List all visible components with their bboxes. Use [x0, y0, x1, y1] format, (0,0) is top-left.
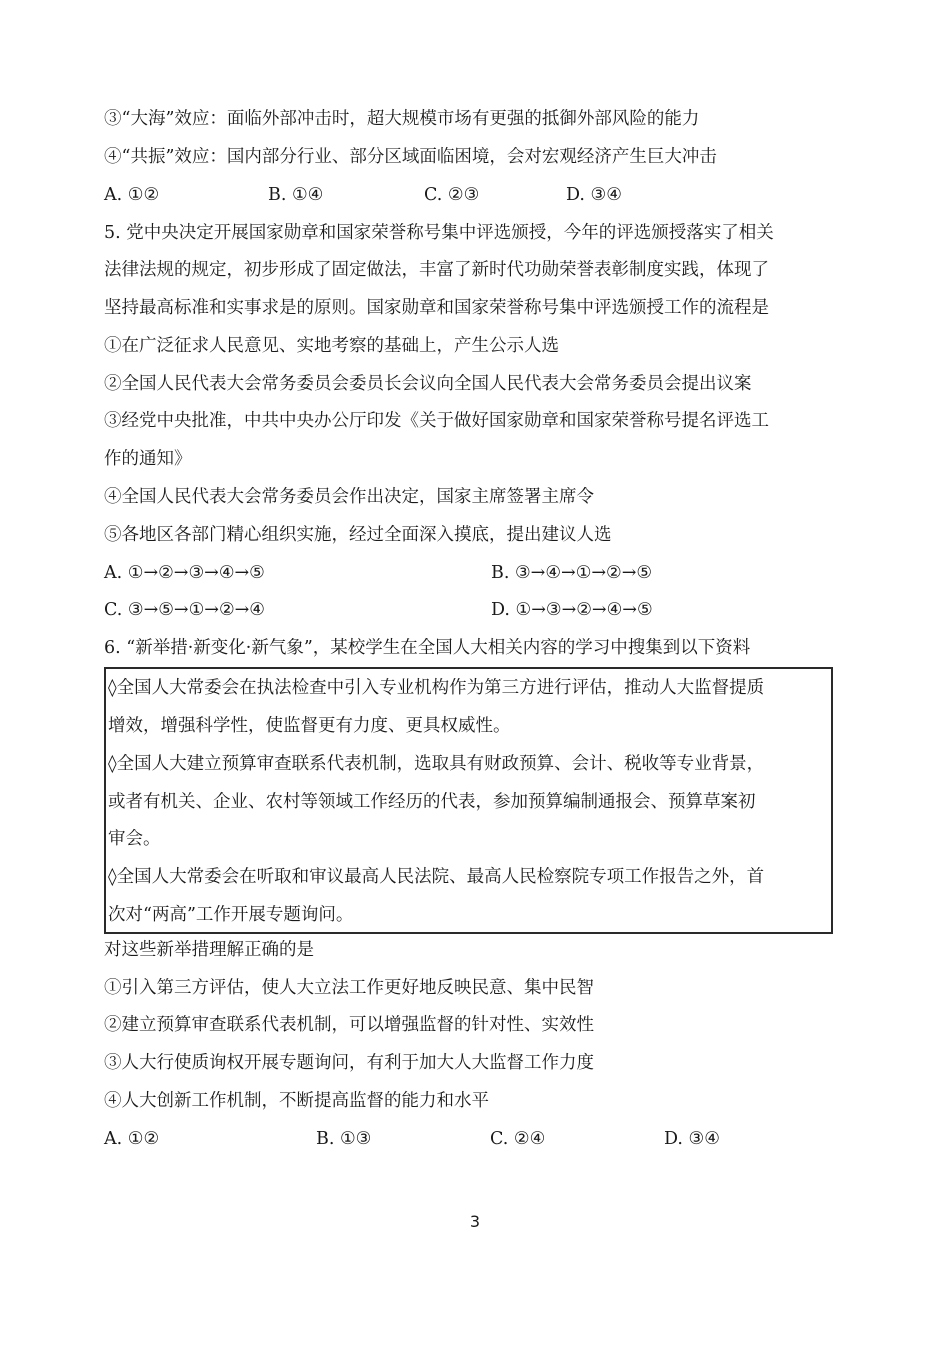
q6-material-line: 增效，增强科学性，使监督更有力度、更具权威性。 — [108, 716, 511, 736]
q6-question: 对这些新举措理解正确的是 — [104, 940, 314, 960]
q5-item: ②全国人民代表大会常务委员会委员长会议向全国人民代表大会常务委员会提出议案 — [104, 374, 752, 394]
q5-stem-line: 5. 党中央决定开展国家勋章和国家荣誉称号集中评选颁授，今年的评选颁授落实了相关 — [104, 223, 774, 243]
q6-material-line: ◊全国人大常委会在执法检查中引入专业机构作为第三方进行评估，推动人大监督提质 — [108, 678, 765, 698]
q4-option-c: C. ②③ — [424, 185, 480, 205]
q6-item: ④人大创新工作机制，不断提高监督的能力和水平 — [104, 1091, 489, 1111]
q5-item: ④全国人民代表大会常务委员会作出决定，国家主席签署主席令 — [104, 487, 594, 507]
q6-item: ①引入第三方评估，使人大立法工作更好地反映民意、集中民智 — [104, 978, 594, 998]
q5-item: ③经党中央批准，中共中央办公厅印发《关于做好国家勋章和国家荣誉称号提名评选工 — [104, 411, 769, 431]
q5-option-a: A. ①→②→③→④→⑤ — [104, 563, 265, 583]
q6-item: ②建立预算审查联系代表机制，可以增强监督的针对性、实效性 — [104, 1015, 594, 1035]
q5-stem-line: 坚持最高标准和实事求是的原则。国家勋章和国家荣誉称号集中评选颁授工作的流程是 — [104, 298, 769, 318]
q6-material-line: 次对“两高”工作开展专题询问。 — [108, 905, 354, 925]
q4-option-d: D. ③④ — [566, 185, 622, 205]
q5-item: 作的通知》 — [104, 449, 192, 469]
q6-option-c: C. ②④ — [490, 1129, 546, 1149]
q6-stem: 6. “新举措·新变化·新气象”，某校学生在全国人大相关内容的学习中搜集到以下资料 — [104, 638, 751, 658]
q6-material-line: 或者有机关、企业、农村等领域工作经历的代表，参加预算编制通报会、预算草案初 — [108, 792, 756, 812]
q5-item: ①在广泛征求人民意见、实地考察的基础上，产生公示人选 — [104, 336, 559, 356]
q5-option-c: C. ③→⑤→①→②→④ — [104, 600, 265, 620]
q5-stem-line: 法律法规的规定，初步形成了固定做法，丰富了新时代功勋荣誉表彰制度实践，体现了 — [104, 260, 769, 280]
q6-option-a: A. ①② — [104, 1129, 160, 1149]
q4-option-a: A. ①② — [104, 185, 160, 205]
q6-option-d: D. ③④ — [664, 1129, 720, 1149]
q6-material-box — [104, 667, 833, 934]
q6-material-line: 审会。 — [108, 829, 161, 849]
q4-item-4: ④“共振”效应：国内部分行业、部分区域面临困境，会对宏观经济产生巨大冲击 — [104, 147, 717, 167]
q6-option-b: B. ①③ — [316, 1129, 372, 1149]
q6-item: ③人大行使质询权开展专题询问，有利于加大人大监督工作力度 — [104, 1053, 594, 1073]
q5-option-d: D. ①→③→②→④→⑤ — [491, 600, 653, 620]
q5-option-b: B. ③→④→①→②→⑤ — [491, 563, 653, 583]
q5-item: ⑤各地区各部门精心组织实施，经过全面深入摸底，提出建议人选 — [104, 525, 612, 545]
page-number: 3 — [469, 1212, 481, 1231]
q4-option-b: B. ①④ — [268, 185, 324, 205]
q6-material-line: ◊全国人大建立预算审查联系代表机制，选取具有财政预算、会计、税收等专业背景， — [108, 754, 765, 774]
q6-material-line: ◊全国人大常委会在听取和审议最高人民法院、最高人民检察院专项工作报告之外，首 — [108, 867, 765, 887]
q4-item-3: ③“大海”效应：面临外部冲击时，超大规模市场有更强的抵御外部风险的能力 — [104, 109, 700, 129]
